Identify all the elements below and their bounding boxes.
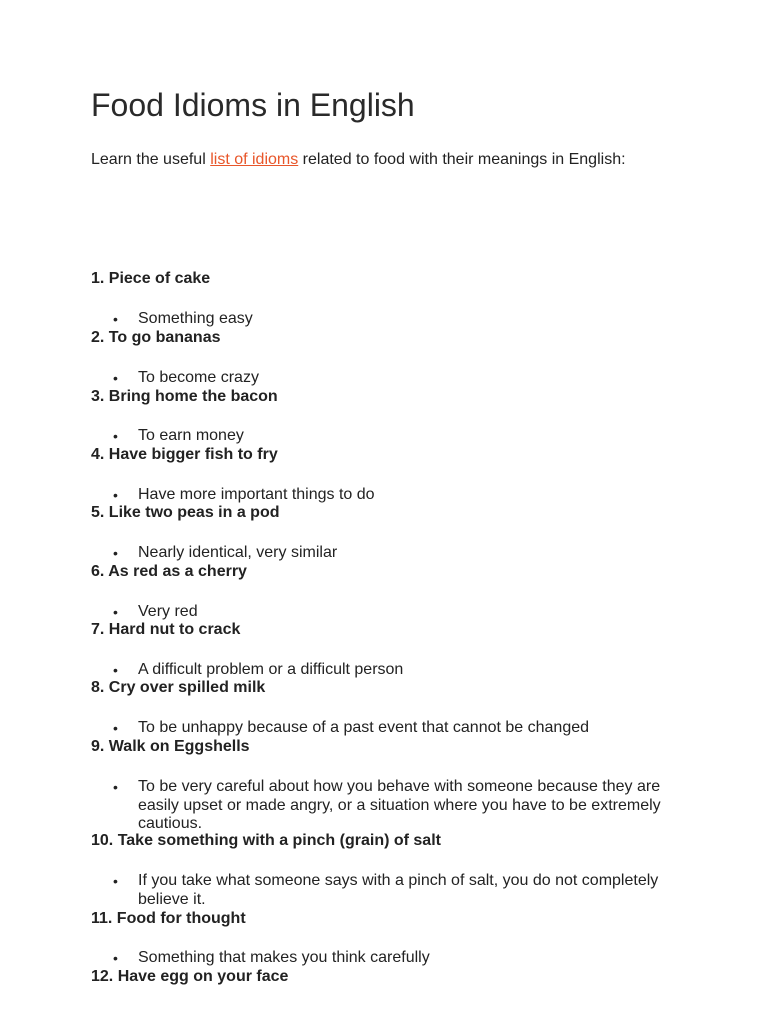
idiom-meaning (91, 486, 671, 505)
idiom-item (91, 968, 671, 986)
idiom-title: 6. As red as a cherry (91, 563, 247, 580)
idiom-title: 10. Take something with a pinch (grain) of salt (91, 832, 441, 849)
idiom-meaning (91, 778, 671, 834)
idiom-title: 4. Have bigger fish to fry (91, 446, 278, 463)
idiom-meaning-list (91, 603, 671, 622)
idiom-meaning (91, 872, 671, 909)
bullet-icon: • (113, 487, 118, 503)
idiom-meaning (91, 949, 671, 968)
bullet-icon: • (113, 779, 118, 795)
idiom-title: 1. Piece of cake (91, 270, 211, 287)
idiom-item (91, 910, 671, 968)
idiom-meaning (91, 310, 671, 329)
idiom-meaning (91, 427, 671, 446)
idiom-meaning-list (91, 369, 671, 388)
idiom-item (91, 738, 671, 834)
bullet-icon: • (113, 604, 118, 620)
idiom-title: 11. Food for thought (91, 910, 246, 927)
idiom-item (91, 388, 671, 446)
idiom-meaning-list (91, 778, 671, 834)
idiom-meaning-text: If you take what someone says with a pinch of salt, you do not completely believe it. (138, 872, 659, 908)
idiom-meaning-list (91, 310, 671, 329)
idiom-item (91, 270, 671, 329)
idiom-meaning-text: Nearly identical, very similar (138, 544, 338, 561)
bullet-icon: • (113, 720, 118, 736)
bullet-icon: • (113, 873, 118, 889)
idiom-title: 9. Walk on Eggshells (91, 738, 250, 755)
idiom-item (91, 621, 671, 680)
idiom-title: 3. Bring home the bacon (91, 388, 278, 405)
idiom-item (91, 329, 671, 388)
bullet-icon: • (113, 950, 118, 966)
idiom-meaning-text: A difficult problem or a difficult person (138, 661, 404, 678)
idiom-meaning (91, 661, 671, 680)
idiom-meaning-list (91, 427, 671, 446)
idiom-meaning-text: Something easy (138, 310, 253, 327)
idiom-meaning (91, 603, 671, 622)
idiom-meaning-list (91, 486, 671, 505)
bullet-icon: • (113, 370, 118, 386)
idiom-meaning (91, 544, 671, 563)
idiom-meaning-list (91, 949, 671, 968)
idiom-meaning-text: Have more important things to do (138, 486, 375, 503)
bullet-icon: • (113, 311, 118, 327)
idiom-title: 5. Like two peas in a pod (91, 504, 280, 521)
idiom-item (91, 446, 671, 505)
bullet-icon: • (113, 662, 118, 678)
idiom-item (91, 679, 671, 738)
idiom-meaning-text: To be unhappy because of a past event that cannot be changed (138, 719, 590, 736)
document-page (91, 86, 671, 985)
idiom-meaning-text: To become crazy (138, 369, 259, 386)
idiom-meaning-list (91, 872, 671, 909)
idiom-meaning-list (91, 719, 671, 738)
idiom-title: 7. Hard nut to crack (91, 621, 241, 638)
idiom-meaning-list (91, 661, 671, 680)
bullet-icon: • (113, 428, 118, 444)
list-of-idioms-link[interactable]: list of idioms (210, 151, 299, 168)
page-title: Food Idioms in English (91, 87, 415, 123)
idiom-meaning-list (91, 544, 671, 563)
idiom-item (91, 504, 671, 563)
idiom-meaning (91, 719, 671, 738)
intro-text-after: related to food with their meanings in English: (298, 151, 626, 168)
idiom-meaning-text: To be very careful about how you behave with someone because they are easily upset or made angry, or a situation where you have to be extremely cautious. (138, 778, 661, 832)
idiom-meaning (91, 369, 671, 388)
intro-text-before: Learn the useful (91, 151, 211, 168)
idiom-meaning-text: To earn money (138, 427, 244, 444)
bullet-icon: • (113, 545, 118, 561)
idiom-title: 2. To go bananas (91, 329, 221, 346)
idiom-title: 12. Have egg on your face (91, 968, 289, 985)
idiom-item (91, 563, 671, 622)
idiom-item (91, 832, 671, 909)
idiom-title: 8. Cry over spilled milk (91, 679, 266, 696)
intro-paragraph (91, 150, 671, 169)
idiom-meaning-text: Something that makes you think carefully (138, 949, 430, 966)
idiom-meaning-text: Very red (138, 603, 198, 620)
